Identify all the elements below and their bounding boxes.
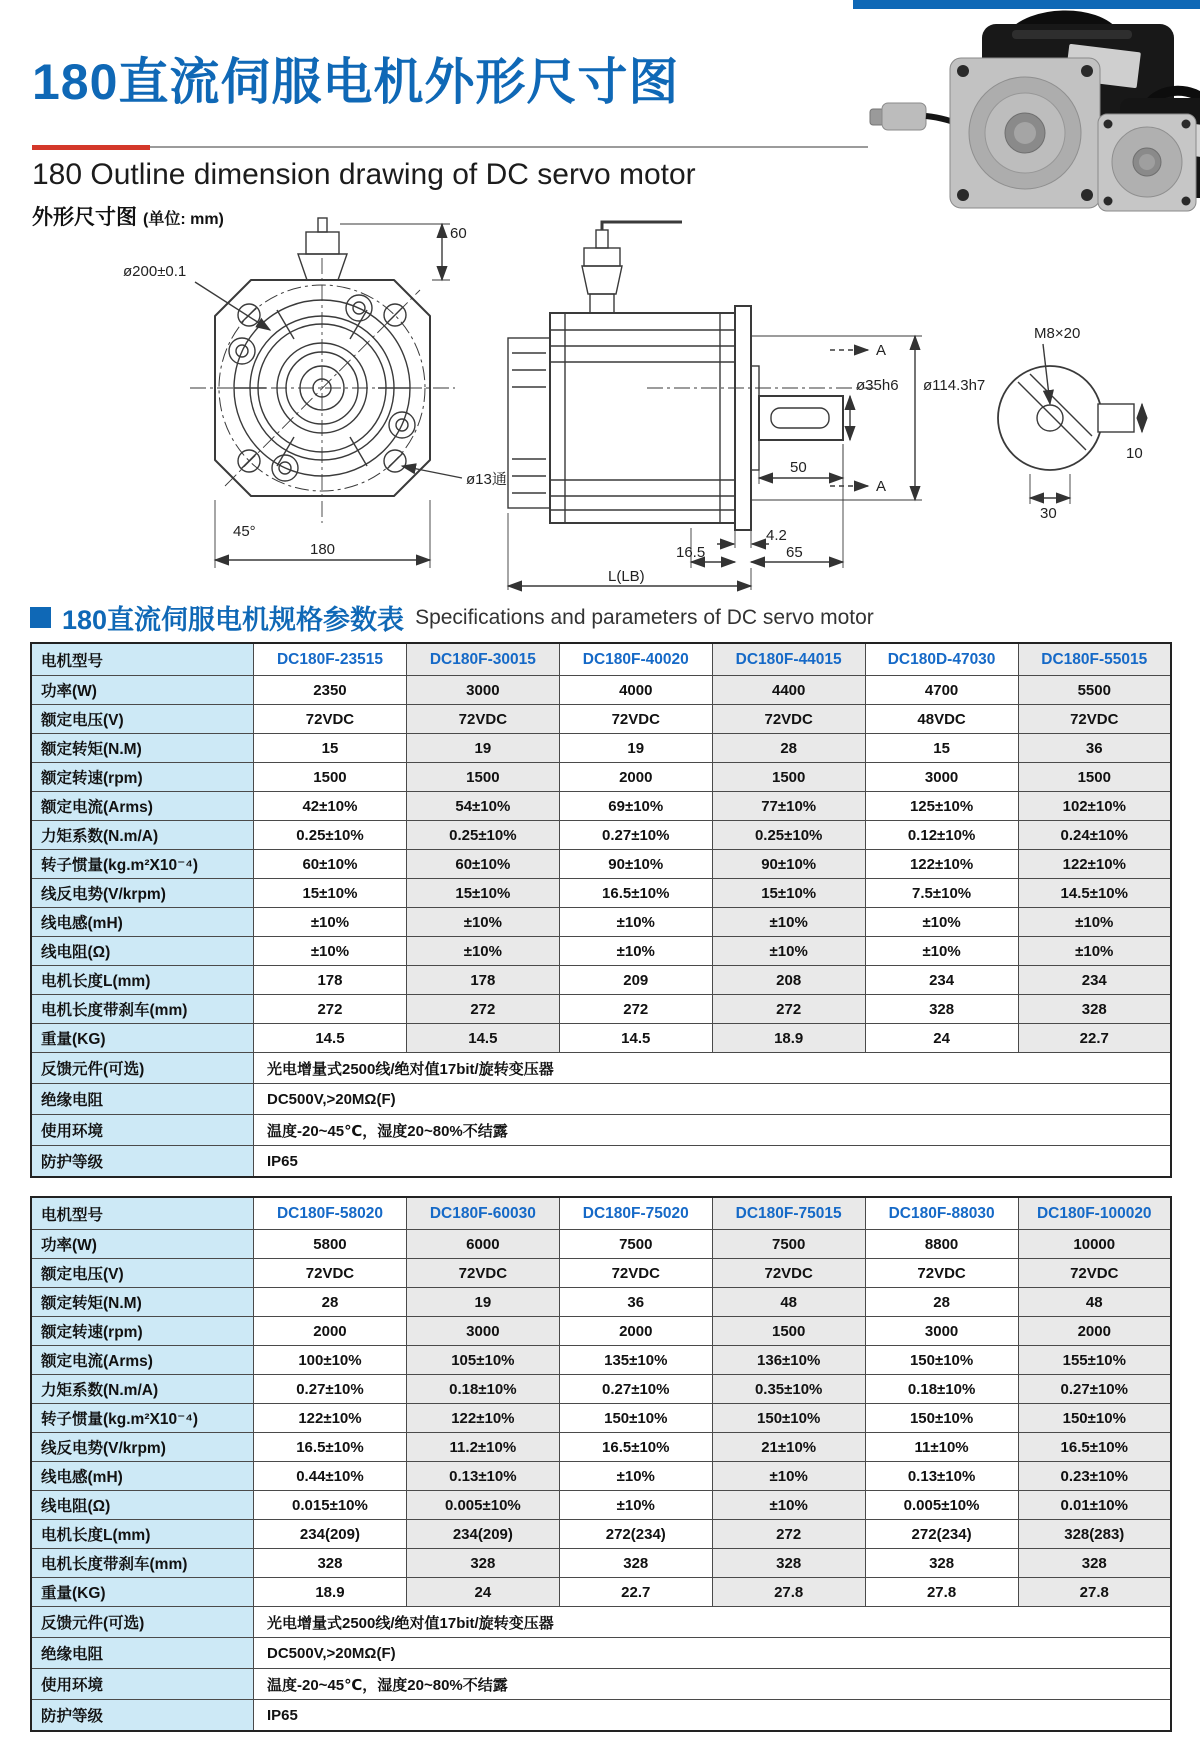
side-view	[508, 222, 922, 590]
spec-value: 5800	[254, 1230, 407, 1259]
spec-row-label: 功率(W)	[31, 1230, 254, 1259]
spec-value: 3000	[406, 1317, 559, 1346]
dim-flange-circle: ø200±0.1	[123, 263, 187, 280]
spec-value: 0.27±10%	[1018, 1375, 1171, 1404]
spec-row-label: 额定电流(Arms)	[31, 792, 254, 821]
spec-value: 272	[406, 995, 559, 1024]
spec-value: 0.27±10%	[559, 821, 712, 850]
spec-value: 27.8	[1018, 1578, 1171, 1607]
dim-connector-height: 60	[450, 225, 467, 242]
spec-value: 14.5±10%	[1018, 879, 1171, 908]
spec-row	[31, 1462, 1171, 1491]
spec-value: 272	[254, 995, 407, 1024]
spec-tables	[30, 642, 1172, 1750]
spec-value: 16.5±10%	[559, 1433, 712, 1462]
spec-value: 15±10%	[254, 879, 407, 908]
spec-value: 72VDC	[406, 1259, 559, 1288]
spec-value: 36	[559, 1288, 712, 1317]
spec-value: 102±10%	[1018, 792, 1171, 821]
spec-value: 27.8	[865, 1578, 1018, 1607]
spec-row-label: 线反电势(V/krpm)	[31, 1433, 254, 1462]
spec-value: 0.35±10%	[712, 1375, 865, 1404]
spec-row	[31, 966, 1171, 995]
spec-value: ±10%	[254, 908, 407, 937]
spec-value: 3000	[865, 1317, 1018, 1346]
spec-section-header	[30, 598, 874, 637]
spec-value: 0.18±10%	[865, 1375, 1018, 1404]
spec-row-label: 额定转速(rpm)	[31, 1317, 254, 1346]
spec-row-label: 反馈元件(可选)	[31, 1607, 254, 1638]
spec-value: 234(209)	[406, 1520, 559, 1549]
spec-row	[31, 1259, 1171, 1288]
model-name: DC180F-58020	[254, 1197, 407, 1230]
spec-row-label: 额定转速(rpm)	[31, 763, 254, 792]
dim-section-a-top: A	[876, 342, 887, 359]
spec-value: 8800	[865, 1230, 1018, 1259]
spec-value: 28	[254, 1288, 407, 1317]
spec-row-label: 线电感(mH)	[31, 1462, 254, 1491]
spec-value: 2350	[254, 676, 407, 705]
spec-value: 1500	[1018, 763, 1171, 792]
spec-value: 136±10%	[712, 1346, 865, 1375]
spec-value: ±10%	[559, 1462, 712, 1491]
table-2	[30, 1196, 1172, 1732]
drawing-caption-label: 外形尺寸图	[32, 206, 137, 229]
merged-spec-row	[31, 1638, 1171, 1669]
spec-row	[31, 1346, 1171, 1375]
spec-value: 2000	[254, 1317, 407, 1346]
drawing-caption-unit: (单位: mm)	[143, 211, 224, 228]
spec-value: ±10%	[559, 1491, 712, 1520]
spec-value: 22.7	[559, 1578, 712, 1607]
spec-value: 3000	[865, 763, 1018, 792]
model-header-label: 电机型号	[31, 643, 254, 676]
table-1	[30, 642, 1172, 1178]
spec-value: 24	[865, 1024, 1018, 1053]
spec-value: 72VDC	[712, 1259, 865, 1288]
spec-value: 48VDC	[865, 705, 1018, 734]
spec-value: ±10%	[406, 937, 559, 966]
spec-value: 42±10%	[254, 792, 407, 821]
spec-value: 122±10%	[1018, 850, 1171, 879]
spec-value: 1500	[712, 763, 865, 792]
spec-row-label: 电机长度L(mm)	[31, 966, 254, 995]
dim-angle: 45°	[233, 523, 256, 540]
spec-value: 328	[865, 1549, 1018, 1578]
outline-dimension-drawing	[30, 218, 1170, 598]
spec-value: 19	[406, 1288, 559, 1317]
model-name: DC180F-55015	[1018, 643, 1171, 676]
spec-value: ±10%	[254, 937, 407, 966]
spec-value: 150±10%	[865, 1346, 1018, 1375]
spec-row	[31, 676, 1171, 705]
spec-value: ±10%	[406, 908, 559, 937]
merged-spec-value: 温度-20~45℃，湿度20~80%不结露	[254, 1115, 1172, 1146]
spec-value: 234	[865, 966, 1018, 995]
spec-value: 19	[559, 734, 712, 763]
spec-value: 15	[865, 734, 1018, 763]
spec-value: 150±10%	[712, 1404, 865, 1433]
model-name: DC180F-75020	[559, 1197, 712, 1230]
merged-spec-value: 光电增量式2500线/绝对值17bit/旋转变压器	[254, 1607, 1172, 1638]
spec-value: 19	[406, 734, 559, 763]
spec-value: 125±10%	[865, 792, 1018, 821]
spec-row-label: 力矩系数(N.m/A)	[31, 1375, 254, 1404]
merged-spec-value: DC500V,>20MΩ(F)	[254, 1638, 1172, 1669]
spec-value: 0.01±10%	[1018, 1491, 1171, 1520]
spec-value: 150±10%	[865, 1404, 1018, 1433]
merged-spec-value: DC500V,>20MΩ(F)	[254, 1084, 1172, 1115]
spec-row	[31, 705, 1171, 734]
spec-value: 1500	[254, 763, 407, 792]
spec-value: 208	[712, 966, 865, 995]
spec-row	[31, 937, 1171, 966]
spec-value: ±10%	[865, 908, 1018, 937]
page-title: 180直流伺服电机外形尺寸图	[32, 54, 680, 110]
model-name: DC180D-47030	[865, 643, 1018, 676]
spec-value: 178	[406, 966, 559, 995]
spec-value: 178	[254, 966, 407, 995]
model-name: DC180F-88030	[865, 1197, 1018, 1230]
spec-value: 0.12±10%	[865, 821, 1018, 850]
merged-spec-row	[31, 1146, 1171, 1178]
spec-row-label: 使用环境	[31, 1669, 254, 1700]
spec-value: 272	[712, 1520, 865, 1549]
merged-spec-value: IP65	[254, 1700, 1172, 1732]
spec-row	[31, 1433, 1171, 1462]
spec-value: 122±10%	[865, 850, 1018, 879]
spec-value: 24	[406, 1578, 559, 1607]
spec-value: 77±10%	[712, 792, 865, 821]
spec-row	[31, 879, 1171, 908]
spec-value: 15	[254, 734, 407, 763]
merged-spec-row	[31, 1700, 1171, 1732]
spec-row	[31, 850, 1171, 879]
spec-value: 72VDC	[1018, 1259, 1171, 1288]
dim-step: 4.2	[766, 527, 787, 544]
spec-value: 122±10%	[254, 1404, 407, 1433]
spec-value: 72VDC	[1018, 705, 1171, 734]
spec-value: 155±10%	[1018, 1346, 1171, 1375]
spec-value: ±10%	[712, 1462, 865, 1491]
spec-value: 328(283)	[1018, 1520, 1171, 1549]
spec-value: 72VDC	[865, 1259, 1018, 1288]
spec-value: ±10%	[1018, 908, 1171, 937]
spec-value: 0.23±10%	[1018, 1462, 1171, 1491]
spec-value: 11.2±10%	[406, 1433, 559, 1462]
section-title-cn: 180直流伺服电机规格参数表	[62, 605, 405, 635]
front-view	[190, 218, 462, 568]
spec-value: 14.5	[559, 1024, 712, 1053]
dim-section-a-bottom: A	[876, 478, 887, 495]
spec-value: 90±10%	[712, 850, 865, 879]
spec-value: 16.5±10%	[559, 879, 712, 908]
spec-value: 328	[559, 1549, 712, 1578]
spec-row	[31, 908, 1171, 937]
spec-value: 5500	[1018, 676, 1171, 705]
merged-spec-value: 光电增量式2500线/绝对值17bit/旋转变压器	[254, 1053, 1172, 1084]
spec-value: 4000	[559, 676, 712, 705]
spec-row	[31, 1230, 1171, 1259]
model-header-row	[31, 643, 1171, 676]
spec-row	[31, 1404, 1171, 1433]
spec-value: 72VDC	[559, 1259, 712, 1288]
model-header-label: 电机型号	[31, 1197, 254, 1230]
spec-value: 14.5	[406, 1024, 559, 1053]
spec-row-label: 线反电势(V/krpm)	[31, 879, 254, 908]
model-header-row	[31, 1197, 1171, 1230]
dim-thread: M8×20	[1034, 325, 1081, 342]
spec-value: 7.5±10%	[865, 879, 1018, 908]
spec-row-label: 重量(KG)	[31, 1578, 254, 1607]
spec-value: 16.5±10%	[1018, 1433, 1171, 1462]
spec-value: 0.24±10%	[1018, 821, 1171, 850]
spec-row	[31, 1317, 1171, 1346]
merged-spec-row	[31, 1053, 1171, 1084]
merged-spec-value: IP65	[254, 1146, 1172, 1178]
spec-row	[31, 792, 1171, 821]
spec-value: 18.9	[712, 1024, 865, 1053]
spec-row-label: 重量(KG)	[31, 1024, 254, 1053]
spec-value: 0.44±10%	[254, 1462, 407, 1491]
spec-value: 90±10%	[559, 850, 712, 879]
divider-gray-segment	[150, 146, 868, 148]
spec-row-label: 线电阻(Ω)	[31, 1491, 254, 1520]
spec-row-label: 绝缘电阻	[31, 1084, 254, 1115]
spec-row-label: 防护等级	[31, 1146, 254, 1178]
spec-value: 328	[406, 1549, 559, 1578]
model-name: DC180F-44015	[712, 643, 865, 676]
spec-value: 7500	[712, 1230, 865, 1259]
dim-front-len: 16.5	[676, 544, 706, 561]
spec-value: 21±10%	[712, 1433, 865, 1462]
spec-value: 16.5±10%	[254, 1433, 407, 1462]
spec-row	[31, 763, 1171, 792]
model-name: DC180F-30015	[406, 643, 559, 676]
spec-row-label: 额定转矩(N.M)	[31, 1288, 254, 1317]
merged-spec-row	[31, 1669, 1171, 1700]
spec-value: 328	[712, 1549, 865, 1578]
spec-value: 6000	[406, 1230, 559, 1259]
spec-row-label: 额定电压(V)	[31, 705, 254, 734]
spec-row	[31, 1549, 1171, 1578]
spec-value: 1500	[406, 763, 559, 792]
dim-body-len: L(LB)	[608, 568, 645, 585]
merged-spec-row	[31, 1115, 1171, 1146]
spec-value: 234(209)	[254, 1520, 407, 1549]
spec-value: 14.5	[254, 1024, 407, 1053]
spec-value: 27.8	[712, 1578, 865, 1607]
spec-value: 15±10%	[712, 879, 865, 908]
merged-spec-row	[31, 1084, 1171, 1115]
merged-spec-row	[31, 1607, 1171, 1638]
spec-value: 11±10%	[865, 1433, 1018, 1462]
spec-value: ±10%	[559, 908, 712, 937]
model-name: DC180F-23515	[254, 643, 407, 676]
dim-shaft-len: 50	[790, 459, 807, 476]
shaft-end-view	[998, 344, 1142, 504]
spec-value: 15±10%	[406, 879, 559, 908]
dim-hole: ø13通	[466, 471, 507, 488]
spec-value: 1500	[712, 1317, 865, 1346]
spec-value: 72VDC	[559, 705, 712, 734]
spec-row-label: 线电感(mH)	[31, 908, 254, 937]
spec-value: 2000	[559, 763, 712, 792]
dim-shaft-dia: ø35h6	[856, 377, 899, 394]
spec-value: 328	[254, 1549, 407, 1578]
spec-value: 69±10%	[559, 792, 712, 821]
spec-value: 4400	[712, 676, 865, 705]
product-photo	[862, 6, 1200, 211]
spec-row-label: 防护等级	[31, 1700, 254, 1732]
spec-value: 28	[865, 1288, 1018, 1317]
spec-value: 72VDC	[254, 705, 407, 734]
spec-value: 272	[559, 995, 712, 1024]
dim-key: 10	[1126, 445, 1143, 462]
spec-value: 234	[1018, 966, 1171, 995]
spec-value: ±10%	[712, 937, 865, 966]
spec-row	[31, 1578, 1171, 1607]
spec-value: 0.18±10%	[406, 1375, 559, 1404]
spec-row	[31, 821, 1171, 850]
spec-value: 22.7	[1018, 1024, 1171, 1053]
spec-row	[31, 1520, 1171, 1549]
spec-value: 7500	[559, 1230, 712, 1259]
spec-value: 0.005±10%	[406, 1491, 559, 1520]
spec-value: ±10%	[1018, 937, 1171, 966]
spec-value: 150±10%	[559, 1404, 712, 1433]
spec-row-label: 转子惯量(kg.m²X10⁻⁴)	[31, 1404, 254, 1433]
spec-row-label: 功率(W)	[31, 676, 254, 705]
spec-value: 328	[1018, 995, 1171, 1024]
spec-value: 0.13±10%	[865, 1462, 1018, 1491]
spec-value: 72VDC	[254, 1259, 407, 1288]
spec-row-label: 转子惯量(kg.m²X10⁻⁴)	[31, 850, 254, 879]
spec-value: 100±10%	[254, 1346, 407, 1375]
spec-value: 28	[712, 734, 865, 763]
spec-value: 150±10%	[1018, 1404, 1171, 1433]
spec-value: 60±10%	[406, 850, 559, 879]
model-name: DC180F-40020	[559, 643, 712, 676]
spec-value: 48	[1018, 1288, 1171, 1317]
spec-value: ±10%	[712, 1491, 865, 1520]
spec-value: 4700	[865, 676, 1018, 705]
spec-value: 209	[559, 966, 712, 995]
dim-spigot: ø114.3h7	[923, 377, 986, 394]
spec-row-label: 电机长度L(mm)	[31, 1520, 254, 1549]
spec-row-label: 线电阻(Ω)	[31, 937, 254, 966]
spec-value: 272(234)	[865, 1520, 1018, 1549]
title-divider	[32, 144, 868, 150]
divider-red-segment	[32, 145, 150, 150]
spec-row	[31, 1491, 1171, 1520]
spec-row	[31, 734, 1171, 763]
spec-row-label: 力矩系数(N.m/A)	[31, 821, 254, 850]
spec-value: 36	[1018, 734, 1171, 763]
spec-value: 0.27±10%	[254, 1375, 407, 1404]
spec-row-label: 反馈元件(可选)	[31, 1053, 254, 1084]
spec-value: 0.25±10%	[712, 821, 865, 850]
spec-value: 328	[865, 995, 1018, 1024]
spec-row-label: 额定电压(V)	[31, 1259, 254, 1288]
model-name: DC180F-100020	[1018, 1197, 1171, 1230]
merged-spec-value: 温度-20~45℃，湿度20~80%不结露	[254, 1669, 1172, 1700]
spec-row-label: 额定转矩(N.M)	[31, 734, 254, 763]
spec-row	[31, 1375, 1171, 1404]
spec-value: 272	[712, 995, 865, 1024]
spec-row-label: 使用环境	[31, 1115, 254, 1146]
spec-value: 0.005±10%	[865, 1491, 1018, 1520]
spec-value: ±10%	[865, 937, 1018, 966]
spec-value: 10000	[1018, 1230, 1171, 1259]
spec-value: 72VDC	[712, 705, 865, 734]
spec-row	[31, 1288, 1171, 1317]
dim-width: 180	[310, 541, 336, 558]
spec-value: 328	[1018, 1549, 1171, 1578]
model-name: DC180F-60030	[406, 1197, 559, 1230]
spec-value: 105±10%	[406, 1346, 559, 1375]
spec-value: 72VDC	[406, 705, 559, 734]
spec-value: 0.13±10%	[406, 1462, 559, 1491]
spec-row	[31, 1024, 1171, 1053]
spec-value: ±10%	[559, 937, 712, 966]
spec-value: 122±10%	[406, 1404, 559, 1433]
spec-row-label: 电机长度带刹车(mm)	[31, 1549, 254, 1578]
spec-value: 54±10%	[406, 792, 559, 821]
page-subtitle: 180 Outline dimension drawing of DC servo motor	[32, 158, 696, 191]
spec-value: 60±10%	[254, 850, 407, 879]
spec-value: 0.25±10%	[406, 821, 559, 850]
spec-value: 3000	[406, 676, 559, 705]
spec-row-label: 绝缘电阻	[31, 1638, 254, 1669]
spec-value: 272(234)	[559, 1520, 712, 1549]
dim-across: 30	[1040, 505, 1057, 522]
spec-value: ±10%	[712, 908, 865, 937]
dim-ext-len: 65	[786, 544, 803, 561]
model-name: DC180F-75015	[712, 1197, 865, 1230]
spec-value: 2000	[559, 1317, 712, 1346]
spec-value: 18.9	[254, 1578, 407, 1607]
spec-value: 2000	[1018, 1317, 1171, 1346]
spec-value: 135±10%	[559, 1346, 712, 1375]
spec-value: 48	[712, 1288, 865, 1317]
spec-row	[31, 995, 1171, 1024]
spec-value: 0.27±10%	[559, 1375, 712, 1404]
spec-value: 0.25±10%	[254, 821, 407, 850]
spec-value: 0.015±10%	[254, 1491, 407, 1520]
spec-row-label: 电机长度带刹车(mm)	[31, 995, 254, 1024]
spec-row-label: 额定电流(Arms)	[31, 1346, 254, 1375]
section-title-en: Specifications and parameters of DC servo motor	[415, 605, 874, 629]
section-bullet-square	[30, 607, 51, 628]
